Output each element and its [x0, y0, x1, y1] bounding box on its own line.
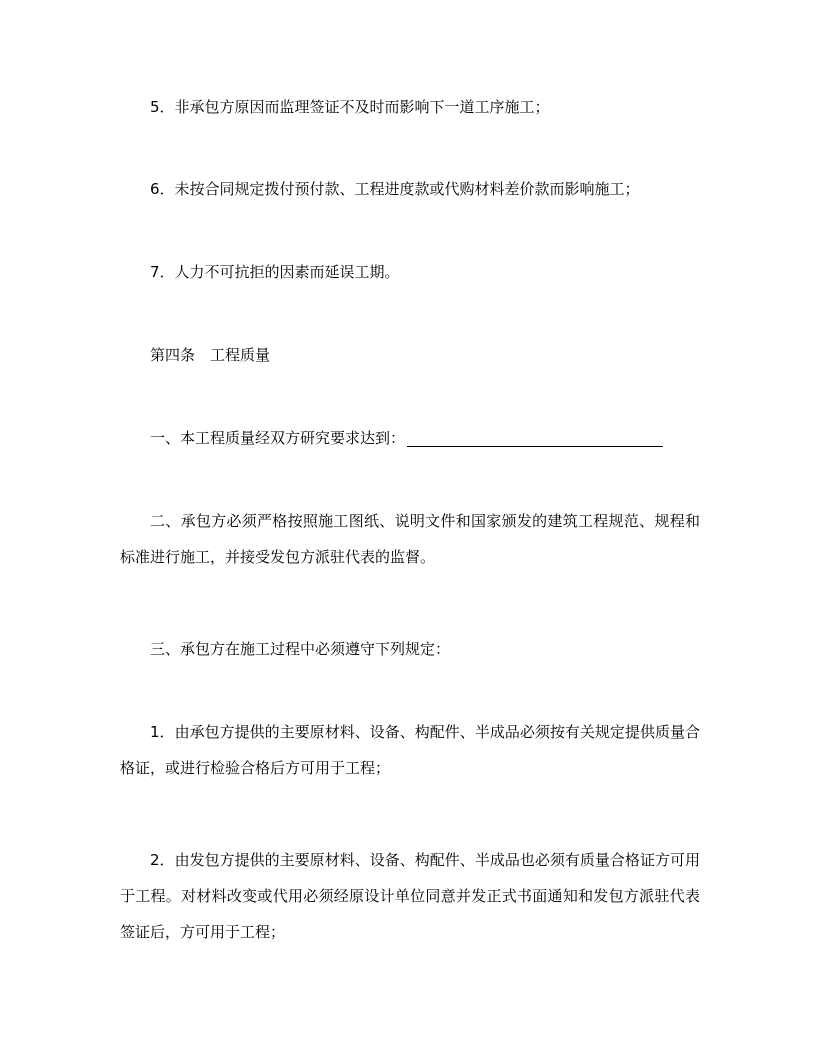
paragraph-rule-1: 1．由承包方提供的主要原材料、设备、构配件、半成品必须按有关规定提供质量合格证，或进行检验合格后方可用于工程； [120, 723, 700, 777]
paragraph-clause-6: 6．未按合同规定拨付预付款、工程进度款或代购材料差价款而影响施工； [150, 180, 640, 198]
blank-fill-line[interactable] [407, 428, 663, 447]
paragraph-quality-requirement [120, 420, 700, 456]
paragraph-clause-5: 5．非承包方原因而监理签证不及时而影响下一道工序施工； [150, 98, 550, 116]
paragraph-construction-standards: 二、承包方必须严格按照施工图纸、说明文件和国家颁发的建筑工程规范、规程和标准进行施工，并接受发包方派驻代表的监督。 [120, 512, 700, 566]
section-heading-article-4: 第四条 工程质量 [150, 346, 271, 364]
paragraph-construction-rules: 三、承包方在施工过程中必须遵守下列规定： [150, 640, 451, 658]
paragraph-rule-2: 2．由发包方提供的主要原材料、设备、构配件、半成品也必须有质量合格证方可用于工程。对材料改变或代用必须经原设计单位同意并发正式书面通知和发包方派驻代表签证后，方可用于工程； [120, 851, 700, 941]
quality-requirement-text: 一、本工程质量经双方研究要求达到： [150, 429, 406, 447]
paragraph-clause-7: 7．人力不可抗拒的因素而延误工期。 [150, 263, 400, 281]
